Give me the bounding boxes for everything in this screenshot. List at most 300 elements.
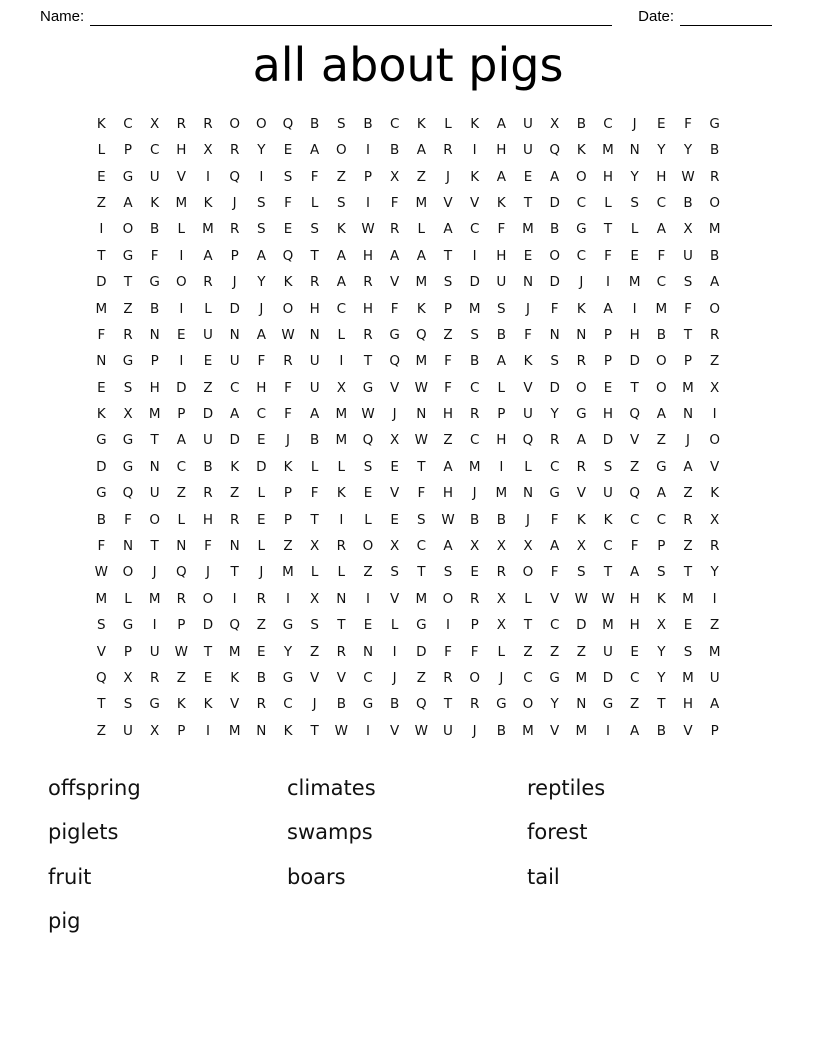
grid-letter: X — [310, 538, 320, 555]
grid-letter: P — [177, 406, 186, 423]
date-label: Date: — [638, 8, 674, 25]
grid-letter: H — [496, 247, 507, 264]
grid-letter: S — [310, 221, 319, 238]
grid-letter: S — [390, 564, 399, 581]
grid-letter: C — [389, 115, 400, 132]
grid-letter: P — [470, 617, 479, 634]
grid-letter: D — [229, 432, 240, 449]
grid-letter: Z — [203, 379, 213, 396]
grid-letter: J — [446, 168, 450, 185]
grid-letter: S — [257, 194, 266, 211]
grid-letter: R — [283, 353, 293, 370]
grid-letter: Q — [629, 485, 640, 502]
grid-letter: S — [337, 194, 346, 211]
grid-letter: D — [469, 274, 480, 291]
grid-letter: K — [416, 115, 426, 132]
grid-letter: B — [336, 696, 346, 713]
grid-letter: M — [628, 274, 641, 291]
grid-letter: V — [96, 643, 106, 660]
grid-letter: H — [309, 300, 320, 317]
grid-letter: Q — [282, 247, 294, 264]
word-item: pig — [48, 909, 81, 934]
grid-letter: K — [710, 485, 720, 502]
grid-letter: I — [366, 722, 370, 739]
grid-letter: X — [470, 538, 480, 555]
grid-letter: R — [149, 669, 160, 686]
grid-letter: T — [443, 247, 453, 264]
grid-letter: P — [230, 247, 239, 264]
grid-letter: V — [390, 590, 400, 607]
grid-letter: C — [363, 669, 373, 686]
grid-letter: A — [256, 247, 266, 264]
grid-letter: O — [522, 696, 534, 713]
grid-letter: O — [122, 564, 134, 581]
grid-letter: V — [550, 590, 560, 607]
grid-letter: K — [603, 511, 613, 528]
word-list — [0, 776, 816, 954]
grid-letter: P — [283, 511, 293, 528]
grid-letter: G — [96, 485, 107, 502]
grid-letter: J — [579, 274, 584, 291]
grid-letter: G — [122, 168, 134, 185]
grid-letter: D — [602, 432, 614, 449]
grid-letter: X — [150, 722, 160, 739]
grid-letter: C — [416, 538, 427, 555]
grid-letter: E — [177, 326, 186, 343]
grid-letter: I — [259, 168, 264, 185]
grid-letter: I — [499, 458, 504, 475]
grid-letter: R — [469, 406, 480, 423]
grid-letter: T — [363, 353, 373, 370]
grid-letter: O — [709, 194, 720, 211]
grid-letter: Z — [176, 485, 186, 502]
grid-letter: R — [469, 696, 480, 713]
grid-letter: B — [390, 142, 400, 159]
grid-letter: V — [443, 194, 453, 211]
grid-letter: R — [389, 221, 400, 238]
grid-letter: C — [549, 617, 560, 634]
grid-letter: V — [390, 274, 400, 291]
grid-letter: D — [256, 458, 267, 475]
grid-letter: N — [256, 722, 267, 739]
grid-letter: H — [496, 432, 507, 449]
grid-letter: Z — [683, 485, 693, 502]
grid-letter: C — [603, 538, 613, 555]
grid-letter: E — [390, 458, 399, 475]
grid-letter: X — [390, 168, 400, 185]
grid-letter: A — [230, 406, 240, 423]
grid-letter: E — [523, 168, 533, 185]
grid-letter: L — [497, 643, 506, 660]
grid-letter: U — [203, 432, 213, 449]
grid-letter: O — [122, 221, 134, 238]
grid-letter: X — [576, 538, 586, 555]
grid-letter: A — [390, 247, 400, 264]
grid-letter: S — [550, 353, 559, 370]
grid-letter: T — [443, 696, 453, 713]
grid-letter: C — [656, 274, 667, 291]
grid-letter: R — [709, 538, 720, 555]
grid-letter: W — [361, 221, 375, 238]
grid-letter: N — [122, 538, 134, 555]
grid-letter: B — [150, 300, 160, 317]
grid-letter: M — [228, 643, 241, 660]
grid-letter: G — [282, 617, 294, 634]
grid-letter: K — [496, 194, 506, 211]
grid-letter: Y — [550, 696, 559, 713]
grid-letter: X — [656, 617, 666, 634]
word-item: reptiles — [527, 775, 606, 800]
grid-letter: E — [363, 617, 373, 634]
grid-letter: G — [96, 432, 107, 449]
puzzle-title: all about pigs — [252, 38, 564, 92]
grid-letter: G — [709, 115, 720, 132]
word-item: boars — [287, 864, 346, 889]
grid-letter: N — [229, 538, 240, 555]
grid-letter: X — [123, 669, 133, 686]
grid-letter: M — [682, 669, 694, 686]
grid-letter: D — [549, 194, 560, 211]
grid-letter: W — [441, 511, 455, 528]
grid-letter: W — [681, 168, 695, 185]
grid-letter: A — [203, 247, 213, 264]
grid-letter: M — [95, 590, 108, 607]
grid-letter: X — [710, 379, 720, 396]
grid-letter: I — [232, 590, 237, 607]
grid-letter: U — [443, 722, 453, 739]
grid-letter: C — [469, 432, 480, 449]
grid-letter: S — [310, 617, 319, 634]
grid-letter: E — [97, 168, 106, 185]
grid-letter: I — [339, 353, 344, 370]
grid-letter: X — [336, 379, 346, 396]
grid-letter: R — [229, 221, 240, 238]
grid-letter: Z — [176, 669, 186, 686]
grid-letter: O — [576, 168, 587, 185]
grid-letter: O — [362, 538, 374, 555]
grid-letter: Q — [549, 142, 560, 159]
grid-letter: D — [416, 643, 427, 660]
grid-letter: I — [339, 511, 344, 528]
grid-letter: M — [228, 722, 241, 739]
grid-letter: M — [415, 274, 428, 291]
grid-letter: J — [499, 669, 504, 686]
grid-letter: G — [362, 379, 374, 396]
grid-letter: M — [415, 194, 428, 211]
grid-letter: G — [549, 485, 560, 502]
grid-letter: T — [603, 564, 613, 581]
grid-letter: D — [229, 300, 240, 317]
grid-letter: K — [416, 300, 426, 317]
grid-letter: E — [523, 247, 533, 264]
grid-letter: O — [576, 379, 587, 396]
grid-letter: K — [470, 115, 480, 132]
grid-letter: Y — [550, 406, 559, 423]
grid-letter: X — [710, 511, 720, 528]
grid-letter: V — [230, 696, 240, 713]
grid-letter: Z — [630, 696, 640, 713]
grid-letter: Y — [657, 643, 666, 660]
grid-letter: D — [96, 274, 107, 291]
word-list-column-3 — [527, 776, 816, 954]
grid-letter: R — [229, 142, 240, 159]
grid-letter: S — [443, 274, 453, 291]
grid-letter: M — [415, 590, 428, 607]
grid-letter: S — [603, 458, 613, 475]
word-list-column-2 — [287, 776, 527, 954]
grid-letter: B — [710, 247, 720, 264]
grid-letter: E — [257, 511, 266, 528]
grid-letter: I — [446, 617, 450, 634]
grid-letter: O — [656, 353, 667, 370]
grid-letter: X — [550, 115, 560, 132]
grid-letter: V — [390, 485, 400, 502]
grid-letter: Z — [310, 643, 320, 660]
grid-letter: P — [657, 538, 666, 555]
grid-letter: F — [417, 485, 426, 502]
grid-letter: H — [442, 406, 454, 423]
grid-letter: N — [229, 326, 240, 343]
grid-letter: I — [712, 406, 717, 423]
grid-letter: R — [443, 142, 453, 159]
grid-letter: M — [575, 722, 588, 739]
grid-letter: O — [709, 432, 720, 449]
grid-letter: Z — [710, 353, 720, 370]
date-blank-line — [680, 10, 772, 26]
grid-letter: N — [362, 643, 374, 660]
grid-letter: G — [282, 669, 294, 686]
grid-letter: H — [682, 696, 694, 713]
grid-letter: R — [256, 590, 267, 607]
grid-letter: R — [709, 168, 720, 185]
grid-letter: F — [150, 247, 159, 264]
grid-letter: E — [203, 669, 213, 686]
grid-letter: M — [95, 300, 108, 317]
grid-letter: R — [229, 511, 240, 528]
grid-letter: L — [497, 379, 506, 396]
grid-letter: S — [630, 194, 639, 211]
grid-letter: R — [363, 274, 373, 291]
grid-letter: S — [123, 379, 133, 396]
grid-letter: G — [122, 432, 134, 449]
grid-letter: L — [257, 485, 266, 502]
word-item: piglets — [48, 820, 119, 845]
grid-letter: P — [177, 722, 186, 739]
grid-letter: R — [309, 274, 320, 291]
grid-letter: B — [203, 458, 213, 475]
grid-letter: C — [336, 300, 347, 317]
grid-letter: P — [603, 353, 613, 370]
grid-letter: H — [629, 326, 640, 343]
grid-letter: K — [96, 115, 106, 132]
grid-letter: G — [149, 274, 160, 291]
grid-letter: M — [575, 669, 588, 686]
grid-letter: H — [256, 379, 267, 396]
grid-letter: N — [176, 538, 187, 555]
grid-letter: S — [657, 564, 666, 581]
grid-letter: P — [150, 353, 159, 370]
grid-letter: F — [97, 538, 106, 555]
grid-letter: G — [389, 326, 400, 343]
grid-letter: T — [150, 432, 159, 449]
grid-letter: H — [442, 485, 454, 502]
grid-letter: U — [523, 142, 533, 159]
grid-letter: L — [310, 194, 319, 211]
word-search-grid — [88, 111, 728, 744]
grid-letter: J — [152, 564, 157, 581]
grid-letter: M — [602, 617, 614, 634]
grid-letter: B — [390, 696, 400, 713]
grid-letter: I — [179, 247, 184, 264]
grid-letter: L — [97, 142, 106, 159]
grid-letter: Q — [229, 168, 240, 185]
grid-letter: A — [496, 353, 506, 370]
grid-letter: R — [256, 696, 267, 713]
grid-letter: S — [683, 274, 693, 291]
grid-letter: X — [496, 617, 506, 634]
grid-letter: R — [443, 669, 453, 686]
grid-letter: Y — [257, 274, 266, 291]
grid-letter: U — [603, 643, 613, 660]
grid-letter: V — [710, 458, 720, 475]
grid-letter: N — [576, 326, 587, 343]
grid-letter: O — [522, 564, 534, 581]
grid-letter: W — [414, 432, 428, 449]
grid-letter: Y — [630, 168, 639, 185]
grid-letter: E — [657, 115, 666, 132]
grid-letter: F — [310, 485, 319, 502]
grid-letter: L — [124, 590, 132, 607]
grid-letter: A — [336, 274, 346, 291]
grid-letter: N — [96, 353, 107, 370]
grid-letter: K — [96, 406, 106, 423]
grid-letter: F — [444, 379, 452, 396]
word-item: climates — [287, 775, 376, 800]
grid-letter: C — [656, 194, 667, 211]
grid-letter: S — [97, 617, 106, 634]
grid-letter: X — [123, 406, 133, 423]
grid-letter: C — [523, 669, 533, 686]
grid-letter: E — [630, 247, 639, 264]
grid-letter: O — [549, 247, 560, 264]
grid-letter: I — [286, 590, 290, 607]
grid-letter: J — [632, 115, 637, 132]
grid-letter: F — [390, 300, 399, 317]
grid-letter: N — [309, 326, 320, 343]
grid-letter: S — [257, 221, 266, 238]
grid-letter: D — [176, 379, 187, 396]
grid-letter: C — [629, 511, 640, 528]
grid-letter: K — [176, 696, 186, 713]
grid-letter: X — [310, 590, 320, 607]
grid-letter: Z — [363, 564, 373, 581]
grid-letter: C — [123, 115, 133, 132]
word-item: offspring — [48, 775, 141, 800]
grid-letter: M — [682, 590, 694, 607]
grid-letter: C — [229, 379, 240, 396]
grid-letter: K — [656, 590, 666, 607]
grid-letter: G — [656, 458, 667, 475]
grid-letter: F — [684, 300, 692, 317]
grid-letter: N — [149, 458, 160, 475]
grid-letter: J — [286, 432, 290, 449]
grid-letter: G — [362, 696, 374, 713]
grid-letter: K — [283, 458, 293, 475]
grid-letter: Z — [256, 617, 266, 634]
grid-letter: U — [309, 353, 320, 370]
grid-letter: T — [310, 511, 319, 528]
grid-letter: O — [656, 379, 667, 396]
grid-letter: T — [97, 247, 106, 264]
grid-letter: H — [629, 590, 640, 607]
grid-letter: I — [366, 194, 370, 211]
grid-letter: I — [179, 300, 184, 317]
grid-letter: B — [496, 511, 506, 528]
grid-letter: C — [656, 511, 667, 528]
grid-letter: H — [602, 406, 614, 423]
grid-letter: U — [229, 353, 240, 370]
grid-letter: K — [576, 300, 586, 317]
grid-letter: P — [283, 485, 293, 502]
grid-letter: Q — [229, 617, 240, 634]
grid-letter: X — [150, 115, 160, 132]
grid-letter: Q — [416, 326, 427, 343]
grid-letter: A — [630, 564, 640, 581]
grid-letter: J — [392, 669, 397, 686]
grid-letter: N — [522, 274, 534, 291]
grid-letter: Q — [416, 696, 427, 713]
grid-letter: O — [229, 115, 240, 132]
grid-letter: J — [259, 300, 264, 317]
grid-letter: P — [363, 168, 373, 185]
grid-letter: Q — [629, 406, 640, 423]
grid-letter: T — [630, 379, 639, 396]
grid-letter: X — [390, 432, 400, 449]
grid-letter: T — [683, 564, 693, 581]
grid-letter: I — [206, 168, 210, 185]
grid-letter: V — [550, 722, 560, 739]
grid-letter: G — [122, 617, 134, 634]
grid-letter: M — [708, 643, 721, 660]
grid-letter: V — [630, 432, 640, 449]
grid-letter: U — [523, 406, 533, 423]
grid-letter: N — [149, 326, 160, 343]
grid-letter: Q — [282, 115, 294, 132]
grid-letter: J — [259, 564, 264, 581]
grid-letter: Z — [683, 538, 693, 555]
grid-letter: B — [96, 511, 106, 528]
grid-letter: G — [602, 696, 614, 713]
grid-letter: V — [310, 669, 320, 686]
grid-letter: W — [601, 590, 615, 607]
grid-letter: M — [602, 142, 614, 159]
grid-letter: E — [630, 643, 639, 660]
grid-letter: A — [550, 168, 560, 185]
grid-letter: R — [709, 326, 720, 343]
grid-letter: I — [606, 274, 610, 291]
grid-letter: R — [549, 432, 560, 449]
grid-letter: J — [526, 300, 530, 317]
grid-letter: V — [683, 722, 693, 739]
grid-letter: F — [257, 353, 266, 370]
grid-letter: U — [709, 669, 720, 686]
grid-letter: I — [366, 142, 370, 159]
grid-letter: A — [710, 696, 720, 713]
grid-letter: L — [204, 300, 212, 317]
grid-letter: Q — [96, 669, 107, 686]
grid-letter: U — [603, 485, 613, 502]
grid-letter: Y — [657, 669, 666, 686]
